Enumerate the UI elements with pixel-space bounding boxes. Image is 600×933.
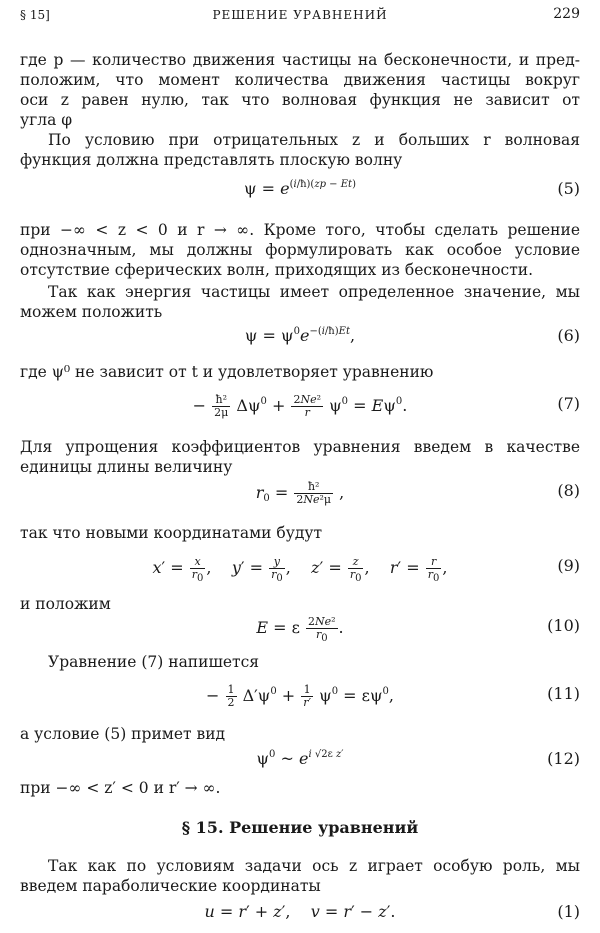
page-number: 229 xyxy=(553,6,580,22)
section-heading: § 15. Решение уравнений xyxy=(181,818,419,837)
text-line: положим, что момент количества движения частицы вокруг xyxy=(20,71,580,89)
text-line: так что новыми координатами будут xyxy=(20,524,323,542)
text-line: где p — количество движения частицы на бесконечности, и пред- xyxy=(20,51,580,69)
header-title: РЕШЕНИЕ УРАВНЕНИЙ xyxy=(212,8,388,22)
text-line: при −∞ < z′ < 0 и r′ → ∞. xyxy=(20,779,221,797)
equation-expression: $\psi^0$ ~ $e^{i √2\varepsilon z'}$ xyxy=(256,749,344,768)
text-line: оси z равен нулю, так что волновая функция не зависит от xyxy=(20,91,580,109)
header-section: § 15] xyxy=(20,8,50,22)
text-line: угла φ xyxy=(20,111,73,129)
equation-7 xyxy=(20,390,580,420)
equation-number: (6) xyxy=(557,326,580,345)
equation-1 xyxy=(20,898,580,928)
equation-expression: $\psi = e^{(i/ħ)(zp - Et)}$ xyxy=(244,179,356,198)
equation-9 xyxy=(20,552,580,582)
text-line: при −∞ < z < 0 и r → ∞. Кроме того, чтобы сделать решение xyxy=(20,221,580,239)
equation-number: (1) xyxy=(557,902,580,921)
equation-11 xyxy=(20,680,580,710)
text-line: введем параболические координаты xyxy=(20,877,321,895)
equation-expression: E = ε $\frac{\text{2Ne²}}{r_0}$ . xyxy=(256,615,344,644)
text-line: Уравнение (7) напишется xyxy=(48,653,260,671)
equation-number: (7) xyxy=(557,394,580,413)
text-line: однозначным, мы должны формулировать как особое условие xyxy=(20,241,580,259)
equation-8 xyxy=(20,477,580,507)
equation-5 xyxy=(20,175,580,205)
text-line: Для упрощения коэффициентов уравнения введем в качестве xyxy=(20,438,580,456)
text-line: функция должна представлять плоскую волну xyxy=(20,151,403,169)
equation-expression: x′ = $\frac{x}{r_0}$ , y′ = $\frac{y}{r_0}$ , z′ = $\frac{z}{r_0}$ , r′ = $\frac{r}{r_0}$ , xyxy=(152,555,448,584)
equation-number: (8) xyxy=(557,481,580,500)
equation-expression: − $\frac{\text{ħ²}}{2\mu}$ $\Delta\psi^0$ + $\frac{\text{2Ne²}}{r}$ $\psi^0 = E\psi^0$. xyxy=(192,393,408,419)
equation-number: (10) xyxy=(547,616,580,635)
text-line: можем положить xyxy=(20,303,163,321)
text-line: По условию при отрицательных z и больших r волновая xyxy=(48,131,580,149)
text-line: единицы длины величину xyxy=(20,458,233,476)
equation-number: (5) xyxy=(557,179,580,198)
text-line: Так как энергия частицы имеет определенное значение, мы xyxy=(48,283,580,301)
running-header xyxy=(20,6,580,26)
equation-12 xyxy=(20,745,580,775)
equation-10 xyxy=(20,612,580,642)
text-line: где ψ⁰ не зависит от t и удовлетворяет уравнению xyxy=(20,363,434,381)
text-line: отсутствие сферических волн, приходящих из бесконечности. xyxy=(20,261,534,279)
equation-expression: u = r′ + z′, v = r′ − z′. xyxy=(204,902,396,921)
text-line: и положим xyxy=(20,595,111,613)
equation-expression: $r_0$ = $\frac{\text{ħ²}}{\text{2Ne²μ}}$ , xyxy=(255,480,345,506)
text-line: Так как по условиям задачи ось z играет особую роль, мы xyxy=(48,857,580,875)
equation-number: (12) xyxy=(547,749,580,768)
equation-number: (11) xyxy=(547,684,580,703)
text-line: а условие (5) примет вид xyxy=(20,725,226,743)
equation-expression: − $\frac{1}{2}$ $\Delta'\psi^0$ + $\frac{1}{r'}$ $\psi^0 = \varepsilon\psi^0$, xyxy=(206,683,394,709)
equation-6 xyxy=(20,322,580,352)
equation-number: (9) xyxy=(557,556,580,575)
equation-expression: $\psi = \psi^0e^{-(i/ħ)Et}$, xyxy=(244,326,356,345)
